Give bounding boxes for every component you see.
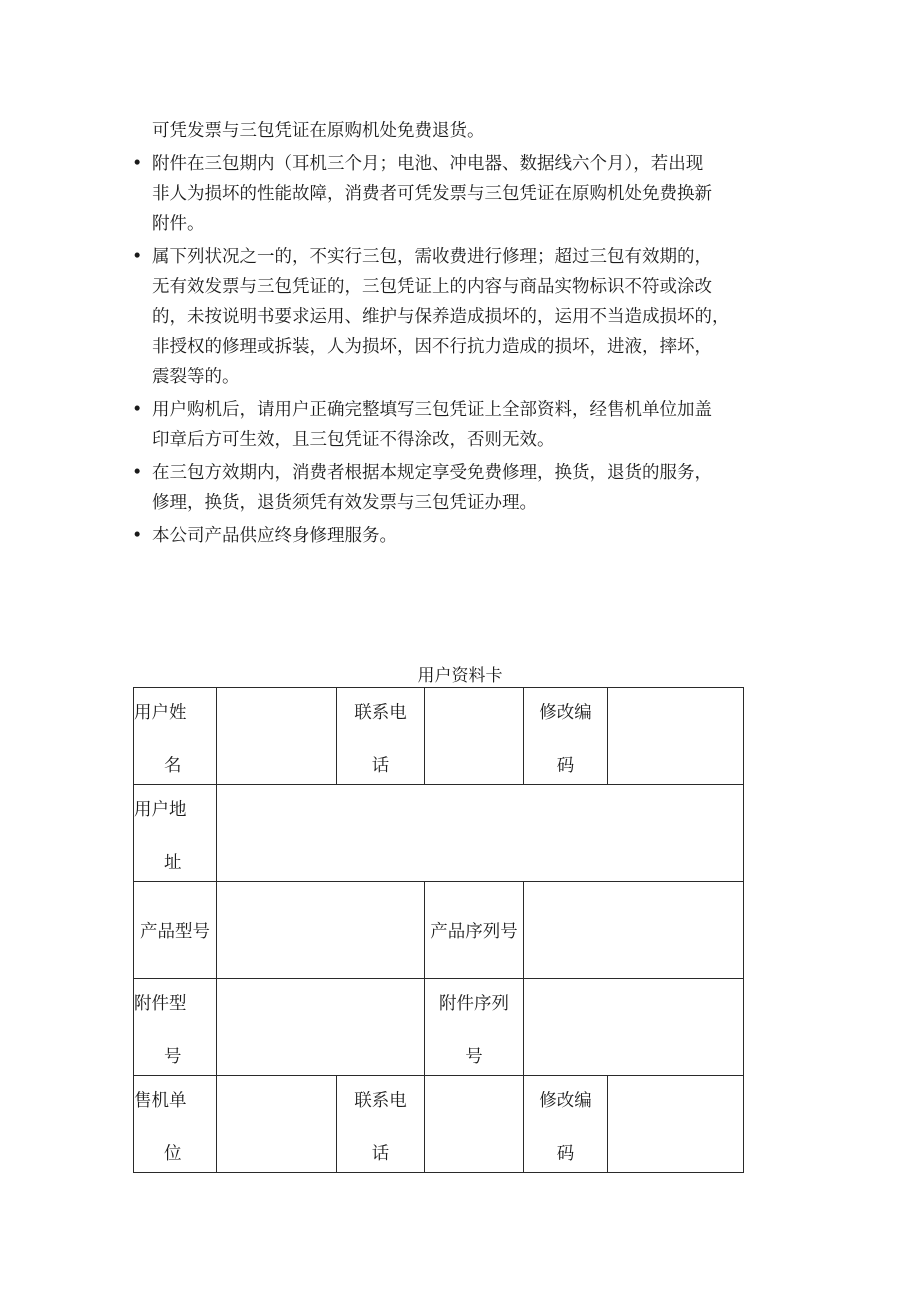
label-accessory-serial <box>425 979 524 1076</box>
label-edit-code <box>524 688 608 785</box>
term-bullet: • <box>132 247 143 267</box>
label-dealer-phone <box>337 1076 425 1173</box>
term-line: 附件在三包期内（耳机三个月；电池、冲电器、数据线六个月），若出现 <box>152 154 704 174</box>
term-bullet: • <box>132 526 143 546</box>
label-text: 修改编 <box>539 1091 592 1111</box>
label-text: 联系电 <box>354 703 407 723</box>
row-user-address <box>134 785 744 882</box>
term-line: 的，未按说明书要求运用、维护与保养造成损坏的，运用不当造成损坏的， <box>152 307 730 327</box>
row-accessory <box>134 979 744 1076</box>
accessory-serial-field[interactable] <box>524 979 744 1076</box>
term-bullet: • <box>132 463 143 483</box>
label-text: 附件型 <box>134 994 187 1014</box>
label-text: 位 <box>164 1144 182 1164</box>
label-product-model: 产品型号 <box>134 882 217 979</box>
dealer-phone-field[interactable] <box>425 1076 524 1173</box>
label-text: 码 <box>556 756 575 776</box>
term-item-5 <box>132 521 752 551</box>
term-bullet: • <box>132 154 143 174</box>
dealer-edit-code-field[interactable] <box>608 1076 744 1173</box>
dealer-field[interactable] <box>217 1076 337 1173</box>
user-info-card-title: 用户资料卡 <box>417 666 503 686</box>
label-dealer-edit-code <box>524 1076 608 1173</box>
term-line: 属下列状况之一的，不实行三包，需收费进行修理；超过三包有效期的， <box>152 247 712 267</box>
term-bullet: • <box>132 400 143 420</box>
term-item-1 <box>132 149 752 239</box>
row-dealer <box>134 1076 744 1173</box>
warranty-terms <box>0 116 920 554</box>
term-line: 震裂等的。 <box>152 367 240 387</box>
term-line: 本公司产品供应终身修理服务。 <box>152 526 397 546</box>
label-text: 话 <box>371 1144 390 1164</box>
label-text: 号 <box>164 1047 182 1067</box>
user-address-field[interactable] <box>217 785 744 882</box>
label-text: 址 <box>164 853 182 873</box>
term-line: 印章后方可生效，且三包凭证不得涂改，否则无效。 <box>152 430 555 450</box>
term-line: 附件。 <box>152 214 205 234</box>
label-text: 用户姓 <box>134 703 187 723</box>
label-text: 名 <box>164 756 182 776</box>
label-text: 修改编 <box>539 703 592 723</box>
label-dealer <box>134 1076 217 1173</box>
product-serial-field[interactable] <box>524 882 744 979</box>
term-item-3 <box>132 395 752 455</box>
label-text: 附件序列 <box>439 994 509 1014</box>
term-item-4 <box>132 458 752 518</box>
label-text: 号 <box>465 1047 483 1067</box>
row-product <box>134 882 744 979</box>
term-line: 无有效发票与三包凭证的，三包凭证上的内容与商品实物标识不符或涂改 <box>152 277 712 297</box>
term-line: 可凭发票与三包凭证在原购机处免费退货。 <box>152 121 485 141</box>
label-text: 用户地 <box>134 800 187 820</box>
user-name-field[interactable] <box>217 688 337 785</box>
edit-code-field[interactable] <box>608 688 744 785</box>
term-line: 非授权的修理或拆装，人为损坏，因不行抗力造成的损坏，进液，摔坏， <box>152 337 712 357</box>
label-text: 售机单 <box>134 1091 187 1111</box>
term-item-0 <box>152 116 752 146</box>
label-user-name <box>134 688 217 785</box>
label-product-serial: 产品序列号 <box>425 882 524 979</box>
label-user-address <box>134 785 217 882</box>
contact-phone-field[interactable] <box>425 688 524 785</box>
label-accessory-model <box>134 979 217 1076</box>
label-text: 码 <box>556 1144 575 1164</box>
term-line: 非人为损坏的性能故障，消费者可凭发票与三包凭证在原购机处免费换新 <box>152 184 712 204</box>
product-model-field[interactable] <box>217 882 425 979</box>
term-line: 修理，换货，退货须凭有效发票与三包凭证办理。 <box>152 493 537 513</box>
accessory-model-field[interactable] <box>217 979 425 1076</box>
user-info-card <box>133 687 744 1173</box>
label-text: 话 <box>371 756 390 776</box>
row-user-name <box>134 688 744 785</box>
term-line: 用户购机后，请用户正确完整填写三包凭证上全部资料，经售机单位加盖 <box>152 400 712 420</box>
label-text: 联系电 <box>354 1091 407 1111</box>
term-item-2 <box>132 242 752 392</box>
label-contact-phone <box>337 688 425 785</box>
term-line: 在三包方效期内，消费者根据本规定享受免费修理，换货，退货的服务， <box>152 463 712 483</box>
